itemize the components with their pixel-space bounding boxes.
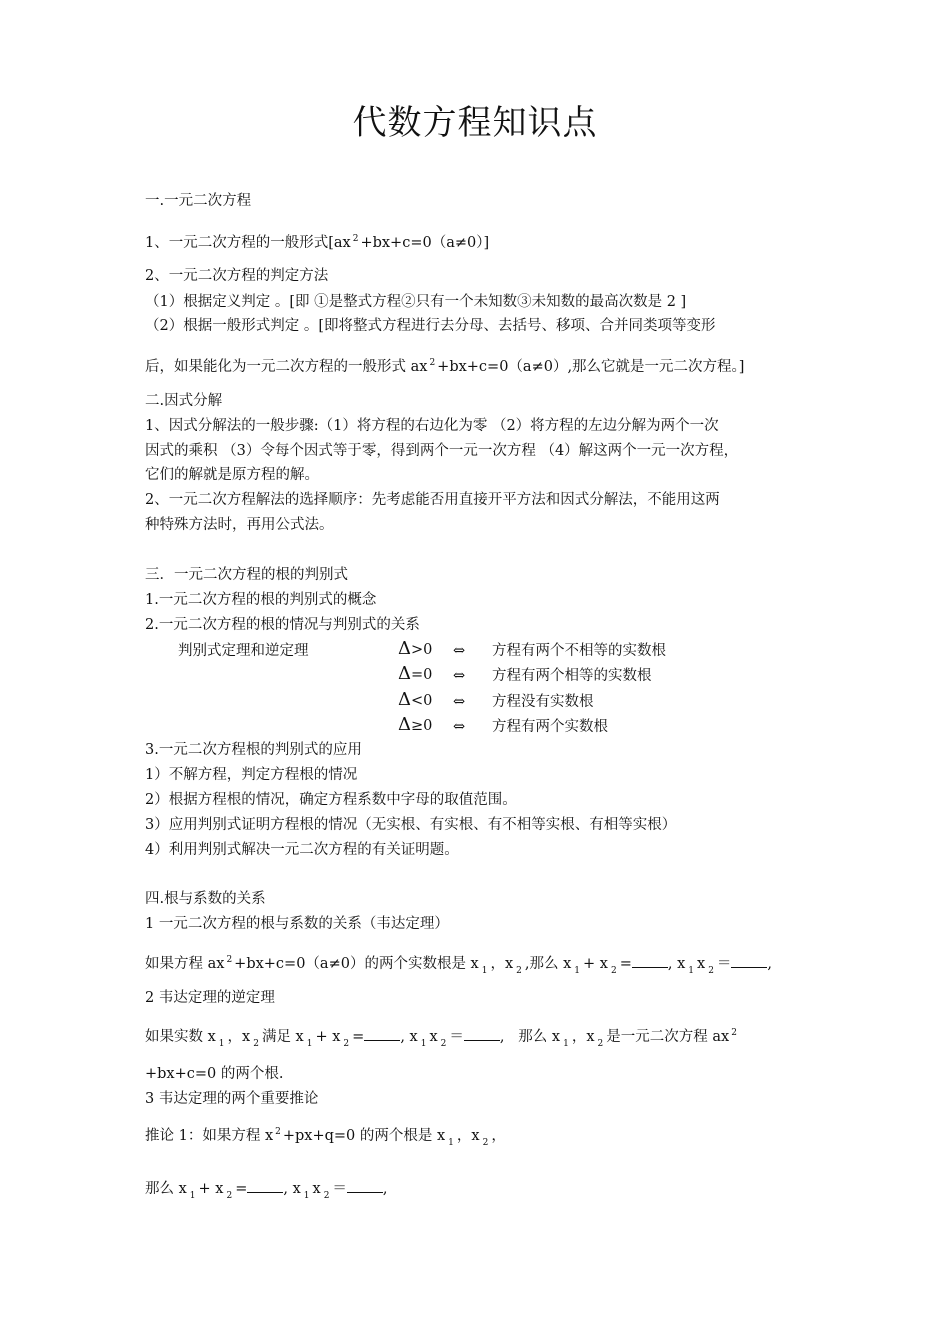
- subscript: 2: [597, 1039, 604, 1049]
- equivalence-icon: ⇔: [453, 719, 466, 735]
- text: ，x: [456, 1128, 480, 1144]
- condition: ≥0: [411, 718, 433, 734]
- text: 后，如果能化为一元二次方程的一般形式 ax: [145, 359, 428, 375]
- text: 如果实数 x: [145, 1029, 216, 1045]
- s2-line-5: 种特殊方法时，再用公式法。: [145, 517, 334, 533]
- root-result: 方程有两个不相等的实数根: [492, 643, 666, 659]
- text: =: [619, 956, 632, 972]
- subscript: 2: [516, 966, 522, 976]
- discriminant-row: [398, 714, 432, 736]
- discriminant-row: [398, 663, 432, 685]
- s3-app-1: 1）不解方程，判定方程根的情况: [145, 767, 358, 783]
- text: ，x: [490, 956, 514, 972]
- s1-line-1: [145, 235, 489, 252]
- text: +bx+c=0（a≠0）的两个实数根是 x: [234, 956, 479, 972]
- section-3-heading: 三．一元二次方程的根的判别式: [145, 567, 348, 583]
- condition: =0: [411, 667, 433, 683]
- superscript: 2: [429, 358, 436, 368]
- text: , x: [667, 956, 686, 972]
- corollary-1-result: [145, 1180, 388, 1201]
- subscript: 2: [253, 1039, 259, 1049]
- text: 是一元二次方程 ax: [606, 1029, 730, 1045]
- subscript: 1: [688, 966, 694, 976]
- text: 如果方程 ax: [145, 956, 225, 972]
- vieta-converse: [145, 1028, 739, 1049]
- superscript: 2: [352, 234, 359, 244]
- equivalence-icon: ⇔: [453, 694, 466, 710]
- answer-blank: [731, 955, 767, 968]
- s2-line-2: 因式的乘积 （3）令每个因式等于零，得到两个一元一次方程 （4）解这两个一元一次方程，: [145, 443, 739, 459]
- text: +px+q=0 的两个根是 x: [282, 1128, 446, 1144]
- text: x: [697, 956, 706, 972]
- text: ＝: [449, 1029, 464, 1045]
- text: 推论 1：如果方程 x: [145, 1128, 274, 1144]
- subscript: 1: [218, 1039, 225, 1049]
- page-title: 代数方程知识点: [352, 103, 598, 143]
- text: +bx+c=0（a≠0）]: [360, 235, 490, 251]
- text: x: [312, 1181, 321, 1197]
- text: x: [429, 1029, 438, 1045]
- condition: <0: [411, 693, 433, 709]
- s3-line-2: 2.一元二次方程的根的情况与判别式的关系: [145, 617, 420, 633]
- text: + x: [315, 1029, 341, 1045]
- s4-line-1: 1 一元二次方程的根与系数的关系（韦达定理）: [145, 916, 449, 932]
- equivalence-icon: ⇔: [453, 643, 466, 659]
- corollary-1: [145, 1127, 506, 1148]
- subscript: 1: [189, 1191, 196, 1201]
- root-result: 方程有两个相等的实数根: [492, 668, 652, 684]
- s2-line-4: 2、一元二次方程解法的选择顺序：先考虑能否用直接开平方法和因式分解法，不能用这两: [145, 492, 720, 508]
- s4-line-3: 3 韦达定理的两个重要推论: [145, 1091, 319, 1107]
- text: ,: [382, 1181, 388, 1197]
- subscript: 1: [306, 1039, 313, 1049]
- s3-app-2: 2）根据方程根的情况，确定方程系数中字母的取值范围。: [145, 792, 517, 808]
- root-result: 方程有两个实数根: [492, 719, 608, 735]
- s1-line-3: （1）根据定义判定 。[即 ①是整式方程②只有一个未知数③未知数的最高次数是 2 ]: [145, 294, 687, 310]
- equivalence-icon: ⇔: [453, 668, 466, 684]
- subscript: 2: [226, 1191, 233, 1201]
- text: + x: [198, 1181, 224, 1197]
- text: + x: [583, 956, 608, 972]
- delta-symbol: Δ: [398, 663, 411, 684]
- text: ＝: [332, 1181, 347, 1197]
- s2-line-1: 1、因式分解法的一般步骤:（1）将方程的右边化为零 （2）将方程的左边分解为两个一次: [145, 418, 719, 434]
- subscript: 2: [440, 1039, 447, 1049]
- answer-blank: [364, 1028, 400, 1041]
- text: ，x: [227, 1029, 251, 1045]
- text: +bx+c=0（a≠0）,那么它就是一元二次方程。]: [437, 359, 745, 375]
- text: 1、一元二次方程的一般形式[ax: [145, 235, 351, 251]
- answer-blank: [632, 955, 668, 968]
- delta-symbol: Δ: [398, 714, 411, 735]
- text: , x: [400, 1029, 418, 1045]
- text: ，x: [571, 1029, 595, 1045]
- text: ,: [767, 956, 773, 972]
- s3-line-1: 1.一元二次方程的根的判别式的概念: [145, 592, 377, 608]
- subscript: 1: [563, 1039, 569, 1049]
- s1-line-2: 2、一元二次方程的判定方法: [145, 268, 329, 284]
- s3-app-3: 3）应用判别式证明方程根的情况（无实根、有实根、有不相等实根、有相等实根）: [145, 817, 677, 833]
- subscript: 2: [708, 966, 714, 976]
- answer-blank: [464, 1028, 500, 1041]
- subscript: 2: [343, 1039, 350, 1049]
- s1-line-5: [145, 359, 744, 376]
- s1-line-4: （2）根据一般形式判定 。[即将整式方程进行去分母、去括号、移项、合并同类项等变形: [145, 318, 716, 334]
- s3-line-3: 3.一元二次方程根的判别式的应用: [145, 742, 362, 758]
- subscript: 2: [482, 1138, 489, 1148]
- s3-app-4: 4）利用判别式解决一元二次方程的有关证明题。: [145, 842, 459, 858]
- delta-symbol: Δ: [398, 638, 411, 659]
- text: 那么 x: [145, 1181, 187, 1197]
- vieta-converse-cont: +bx+c=0 的两个根.: [145, 1066, 284, 1082]
- root-result: 方程没有实数根: [492, 694, 594, 710]
- s2-line-3: 它们的解就是原方程的解。: [145, 467, 319, 483]
- text: ,那么 x: [524, 956, 572, 972]
- vieta-formula: [145, 955, 773, 976]
- answer-blank: [247, 1180, 283, 1193]
- text: 满足 x: [261, 1029, 304, 1045]
- subscript: 1: [574, 966, 581, 976]
- discriminant-theorem-label: 判别式定理和逆定理: [178, 643, 309, 659]
- section-1-heading: 一.一元二次方程: [145, 193, 252, 209]
- text: , 那么 x: [499, 1029, 561, 1045]
- subscript: 1: [481, 966, 488, 976]
- section-2-heading: 二.因式分解: [145, 393, 223, 409]
- text: =: [235, 1181, 248, 1197]
- s4-line-2: 2 韦达定理的逆定理: [145, 990, 275, 1006]
- text: , x: [283, 1181, 301, 1197]
- text: ，: [491, 1128, 506, 1144]
- discriminant-row: [398, 638, 432, 660]
- section-4-heading: 四.根与系数的关系: [145, 891, 266, 907]
- answer-blank: [347, 1180, 383, 1193]
- delta-symbol: Δ: [398, 689, 411, 710]
- subscript: 1: [420, 1039, 427, 1049]
- superscript: 2: [275, 1127, 281, 1137]
- discriminant-row: [398, 689, 432, 711]
- subscript: 2: [610, 966, 617, 976]
- subscript: 2: [323, 1191, 330, 1201]
- subscript: 1: [448, 1138, 454, 1148]
- subscript: 1: [303, 1191, 310, 1201]
- condition: >0: [411, 642, 433, 658]
- superscript: 2: [731, 1028, 737, 1038]
- text: ＝: [716, 956, 732, 972]
- text: =: [352, 1029, 365, 1045]
- superscript: 2: [226, 955, 233, 965]
